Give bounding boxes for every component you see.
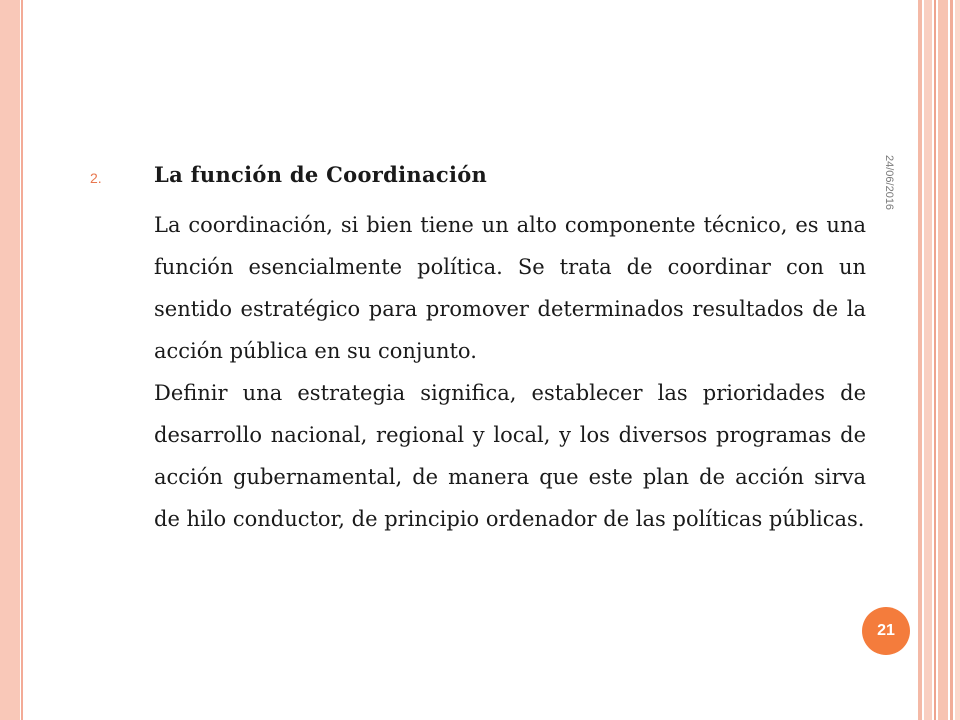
slide-date-text: 24/06/2016 [883, 155, 895, 211]
right-stripe-decoration [924, 0, 932, 720]
paragraph-2: Definir una estrategia significa, establecer las prioridades de desarrollo nacional, regional y local, y los diversos programas de acción gubernamental, de manera que este plan de acción sirva de hilo conductor, de principio ordenador de las políticas públicas. [154, 381, 866, 531]
right-stripe-decoration [918, 0, 922, 720]
right-stripe-decoration [955, 0, 960, 720]
slide-content [90, 158, 870, 540]
slide-date [883, 155, 907, 235]
right-stripe-decoration [950, 0, 953, 720]
right-stripe-decoration [938, 0, 948, 720]
list-item-heading [90, 158, 870, 198]
paragraph-1: La coordinación, si bien tiene un alto componente técnico, es una función esencialmente política. Se trata de coordinar con un sentido estratégico para promover determinados resultados de la acción pública en su conjunto. [154, 213, 866, 363]
page-number: 21 [877, 622, 895, 639]
page-number-badge [862, 607, 910, 655]
left-border-line [21, 0, 23, 720]
list-number: 2. [90, 170, 102, 186]
section-heading: La función de Coordinación [154, 162, 488, 187]
left-border-decoration [0, 0, 20, 720]
right-stripe-decoration [934, 0, 936, 720]
